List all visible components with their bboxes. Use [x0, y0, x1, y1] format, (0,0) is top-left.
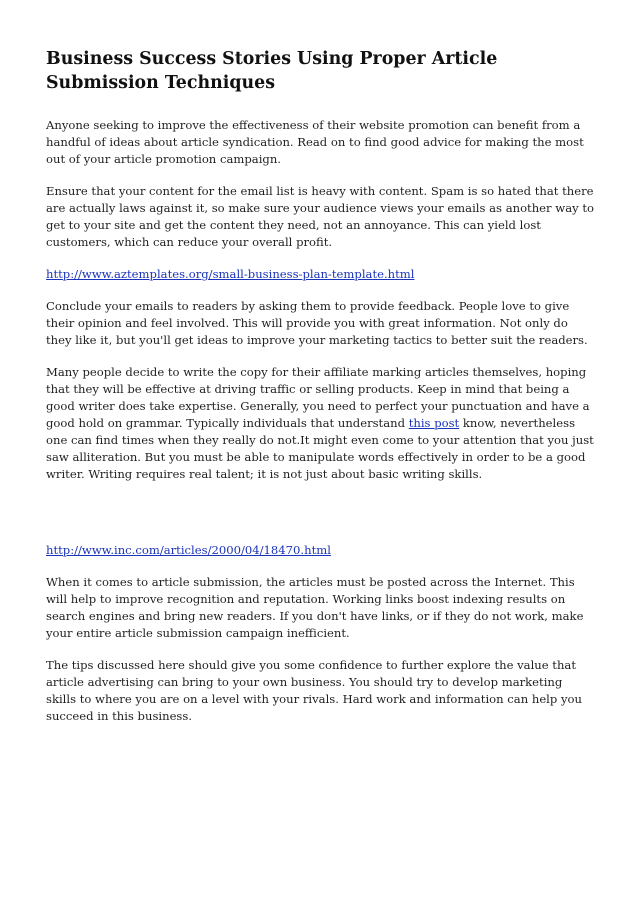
link-paragraph-1	[46, 266, 596, 283]
paragraph-writing-before: Many people decide to write the copy for their affiliate marking articles themselves, hoping that they will be effective at driving traffic or selling products. Keep in mind that being a good writer does take expertise. Generally, you need to perfect your punctuation and have a good hold on grammar. Typically individuals that understand	[46, 365, 590, 430]
paragraph-intro: Anyone seeking to improve the effectiveness of their website promotion can benefit from a handful of ideas about article syndication. Read on to find good advice for making the most out of your article promotion campaign.	[46, 118, 584, 166]
aztemplates-link[interactable]: http://www.aztemplates.org/small-business-plan-template.html	[46, 267, 415, 281]
document-title: Business Success Stories Using Proper Article Submission Techniques	[46, 49, 498, 93]
document-page	[46, 47, 596, 740]
this-post-link[interactable]: this post	[408, 416, 460, 430]
link-paragraph-2	[46, 542, 596, 559]
paragraph-feedback: Conclude your emails to readers by asking them to provide feedback. People love to give their opinion and feel involved. This will provide you with great information. Not only do they like it, but you'll get ideas to improve your marketing tactics to better suit the readers.	[46, 299, 588, 347]
blank-spacer	[46, 498, 596, 542]
paragraph-submission: When it comes to article submission, the articles must be posted across the Internet. This will help to improve recognition and reputation. Working links boost indexing results on search engines and bring new readers. If you don't have links, or if they do not work, make your entire article submission campaign inefficient.	[46, 575, 584, 640]
paragraph-conclusion: The tips discussed here should give you some confidence to further explore the value that article advertising can bring to your own business. You should try to develop marketing skills to where you are on a level with your rivals. Hard work and information can help you succeed in this business.	[46, 658, 582, 723]
paragraph-writing-after: know, nevertheless one can find times when they really do not.It might even come to your attention that you just saw alliteration. But you must be able to manipulate words effectively in order to be a good writer. Writing requires real talent; it is not just about basic writing skills.	[46, 416, 594, 481]
paragraph-email-content: Ensure that your content for the email list is heavy with content. Spam is so hated that there are actually laws against it, so make sure your audience views your emails as another way to get to your site and get the content they need, not an annoyance. This can yield lost customers, which can reduce your overall profit.	[46, 184, 594, 249]
inc-articles-link[interactable]: http://www.inc.com/articles/2000/04/18470.html	[46, 543, 331, 557]
paragraph-writing	[46, 364, 596, 483]
